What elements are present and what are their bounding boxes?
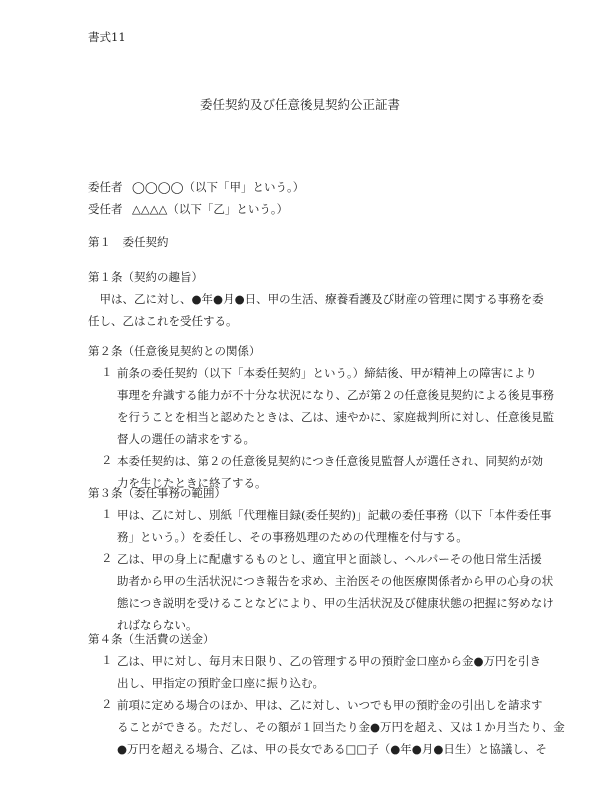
body-line: 本委任契約は、第２の任意後見契約につき任意後見監督人が選任され、同契約が効 (117, 454, 543, 468)
article-body (88, 288, 544, 332)
article-heading: 第１条（契約の趣旨） (88, 270, 203, 284)
article-2 (88, 340, 554, 494)
paragraph-number: ２ (101, 697, 113, 711)
body-line: 助者から甲の生活状況につき報告を求め、主治医その他医療関係者から甲の心身の状 (117, 574, 554, 588)
party-name: △△△△（以下「乙」という。） (132, 202, 289, 216)
paragraph-number: ２ (101, 453, 113, 467)
body-line: 力を生じたときに終了する。 (117, 476, 267, 490)
paragraph-2 (88, 548, 554, 636)
body-line: 出し、甲指定の預貯金口座に振り込む。 (117, 676, 324, 690)
party-agent (88, 198, 304, 220)
body-line: 事理を弁識する能力が不十分な状況になり、乙が第２の任意後見契約による後見事務 (117, 388, 554, 402)
body-line: ればならない。 (117, 618, 198, 632)
chapter-heading: 第１ 委任契約 (88, 235, 169, 249)
paragraph-1 (88, 504, 552, 548)
body-line: ●万円を超える場合、乙は、甲の長女である□□子（●年●月●日生）と協議し、そ (117, 742, 547, 756)
article-1 (88, 266, 544, 332)
article-4 (88, 628, 565, 760)
article-heading: 第３条（委任事務の範囲） (88, 486, 226, 500)
party-role: 受任者 (88, 202, 123, 216)
party-principal (88, 176, 304, 198)
article-heading: 第２条（任意後見契約との関係） (88, 344, 261, 358)
body-line: 甲は、乙に対し、●年●月●日、甲の生活、療養看護及び財産の管理に関する事務を委 (99, 292, 544, 306)
body-line: 任し、乙はこれを受任する。 (88, 314, 238, 328)
party-role: 委任者 (88, 180, 123, 194)
parties-block (88, 176, 304, 220)
body-line: 態につき説明を受けることなどにより、甲の生活状況及び健康状態の把握に努めなけ (117, 596, 554, 610)
paragraph-number: １ (101, 653, 113, 667)
document-title: 委任契約及び任意後見契約公正証書 (199, 97, 400, 112)
body-line: ることができる。ただし、その額が１回当たり金●万円を超え、又は１か月当たり、金 (117, 720, 565, 734)
body-line: 乙は、甲に対し、毎月末日限り、乙の管理する甲の預貯金口座から金●万円を引き (117, 654, 542, 668)
body-line: 乙は、甲の身上に配慮するものとし、適宜甲と面談し、ヘルパーその他日常生活援 (117, 552, 542, 566)
body-line: 督人の選任の請求をする。 (117, 432, 255, 446)
article-3 (88, 482, 554, 636)
paragraph-number: １ (101, 507, 113, 521)
body-line: 甲は、乙に対し、別紙「代理権目録(委任契約)」記載の委任事務（以下「本件委任事 (117, 508, 552, 522)
paragraph-number: １ (101, 365, 113, 379)
body-line: 前条の委任契約（以下「本委任契約」という。）締結後、甲が精神上の障害により (117, 366, 537, 380)
paragraph-2 (88, 694, 565, 760)
body-line: 務」という。）を委任し、その事務処理のための代理権を付与する。 (117, 530, 468, 544)
body-line: を行うことを相当と認めたときは、乙は、速やかに、家庭裁判所に対し、任意後見監 (117, 410, 554, 424)
paragraph-1 (88, 650, 542, 694)
paragraph-1 (88, 362, 554, 450)
article-heading: 第４条（生活費の送金） (88, 632, 215, 646)
paragraph-number: ２ (101, 551, 113, 565)
body-line: 前項に定める場合のほか、甲は、乙に対し、いつでも甲の預貯金の引出しを請求す (117, 698, 543, 712)
party-name: ◯◯◯◯（以下「甲」という。） (132, 180, 305, 194)
form-number: 書式11 (88, 30, 126, 44)
